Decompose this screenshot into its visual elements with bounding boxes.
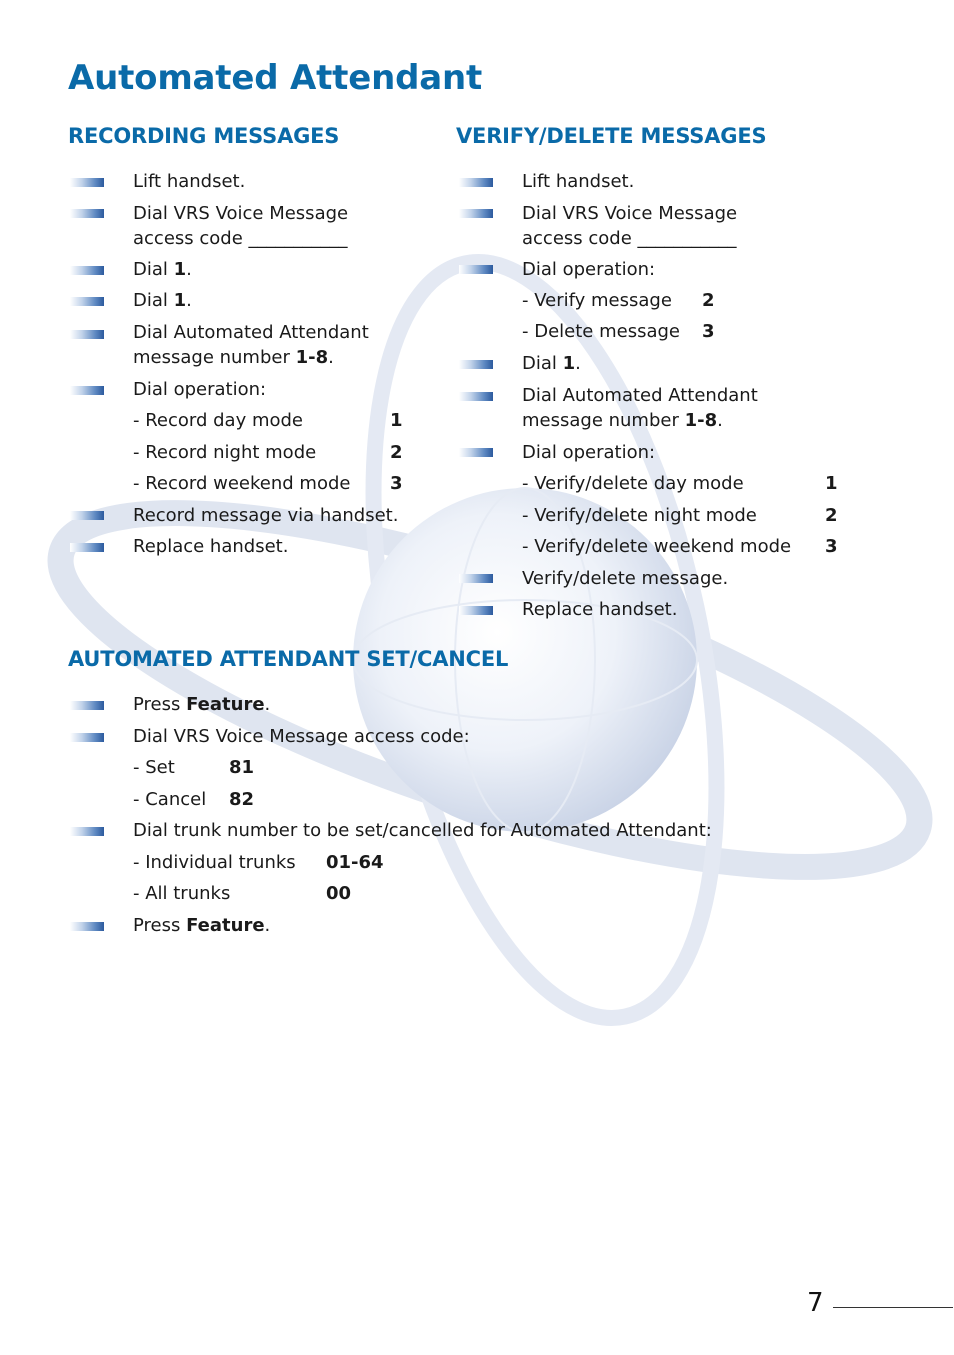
- page-number-rule: [833, 1307, 953, 1308]
- step-bullet: [459, 360, 493, 369]
- step-bullet: [70, 330, 104, 339]
- verify-heading: VERIFY/DELETE MESSAGES: [456, 124, 767, 148]
- setcancel-step-press-feature-2: Press Feature.: [133, 915, 271, 936]
- step-bullet: [70, 178, 104, 187]
- setcancel-step-dial-vrs: Dial VRS Voice Message access code:: [133, 726, 470, 747]
- step-bullet: [459, 448, 493, 457]
- verify-operation-value: 2: [702, 290, 715, 311]
- step-bullet: [70, 827, 104, 836]
- step-bullet: [70, 733, 104, 742]
- recording-step-dial-1a: Dial 1.: [133, 259, 192, 280]
- verify-mode-label: - Verify/delete weekend mode: [522, 536, 792, 557]
- recording-step-replace-handset: Replace handset.: [133, 536, 289, 557]
- setcancel-step-dial-trunk: Dial trunk number to be set/cancelled for Automated Attendant:: [133, 820, 712, 841]
- verify-operation-value: 3: [702, 321, 715, 342]
- verify-step-dial-operation-2: Dial operation:: [522, 442, 656, 463]
- step-bullet: [459, 392, 493, 401]
- recording-option-label: - Record day mode: [133, 410, 304, 431]
- verify-operation-label: - Verify message: [522, 290, 672, 311]
- verify-step-dial-1: Dial 1.: [522, 353, 581, 374]
- step-bullet: [70, 386, 104, 395]
- recording-option-label: - Record weekend mode: [133, 473, 351, 494]
- setcancel-trunk-value: 00: [326, 883, 352, 904]
- recording-step-dial-1b: Dial 1.: [133, 290, 192, 311]
- setcancel-trunk-value: 01-64: [326, 852, 384, 873]
- step-bullet: [459, 209, 493, 218]
- recording-step-dial-operation: Dial operation:: [133, 379, 267, 400]
- verify-step-replace-handset: Replace handset.: [522, 599, 678, 620]
- step-bullet: [459, 606, 493, 615]
- setcancel-code-label: - Cancel: [133, 789, 207, 810]
- step-bullet: [70, 922, 104, 931]
- setcancel-trunk-label: - Individual trunks: [133, 852, 296, 873]
- recording-step-dial-vrs: Dial VRS Voice Message: [133, 203, 349, 224]
- recording-option-value: 3: [390, 473, 403, 494]
- verify-step-verify-delete: Verify/delete message.: [522, 568, 729, 589]
- step-bullet: [70, 266, 104, 275]
- recording-option-value: 1: [390, 410, 403, 431]
- step-bullet: [70, 297, 104, 306]
- setcancel-step-press-feature: Press Feature.: [133, 694, 271, 715]
- step-bullet: [459, 178, 493, 187]
- verify-mode-value: 2: [825, 505, 838, 526]
- step-bullet: [459, 574, 493, 583]
- recording-step-lift: Lift handset.: [133, 171, 246, 192]
- verify-step-lift: Lift handset.: [522, 171, 635, 192]
- step-bullet: [459, 265, 493, 274]
- verify-mode-label: - Verify/delete day mode: [522, 473, 744, 494]
- verify-step-dial-attendant: Dial Automated Attendant: [522, 385, 758, 406]
- setcancel-code-value: 81: [229, 757, 255, 778]
- verify-mode-value: 3: [825, 536, 838, 557]
- recording-step-dial-attendant: Dial Automated Attendant: [133, 322, 369, 343]
- recording-step-record-via-handset: Record message via handset.: [133, 505, 399, 526]
- verify-step-dial-operation: Dial operation:: [522, 259, 656, 280]
- recording-step-message-number: message number 1-8.: [133, 347, 334, 368]
- verify-mode-label: - Verify/delete night mode: [522, 505, 757, 526]
- page-title: Automated Attendant: [68, 58, 483, 98]
- step-bullet: [70, 543, 104, 552]
- recording-option-value: 2: [390, 442, 403, 463]
- verify-step-access-code: access code ___________: [522, 228, 737, 249]
- setcancel-heading: AUTOMATED ATTENDANT SET/CANCEL: [68, 647, 509, 671]
- page-number: 7: [807, 1288, 824, 1318]
- step-bullet: [70, 511, 104, 520]
- verify-operation-label: - Delete message: [522, 321, 680, 342]
- setcancel-code-value: 82: [229, 789, 255, 810]
- recording-option-label: - Record night mode: [133, 442, 317, 463]
- verify-step-message-number: message number 1-8.: [522, 410, 723, 431]
- setcancel-trunk-label: - All trunks: [133, 883, 231, 904]
- recording-step-access-code: access code ___________: [133, 228, 348, 249]
- setcancel-code-label: - Set: [133, 757, 175, 778]
- recording-heading: RECORDING MESSAGES: [68, 124, 340, 148]
- step-bullet: [70, 209, 104, 218]
- verify-step-dial-vrs: Dial VRS Voice Message: [522, 203, 738, 224]
- verify-mode-value: 1: [825, 473, 838, 494]
- step-bullet: [70, 701, 104, 710]
